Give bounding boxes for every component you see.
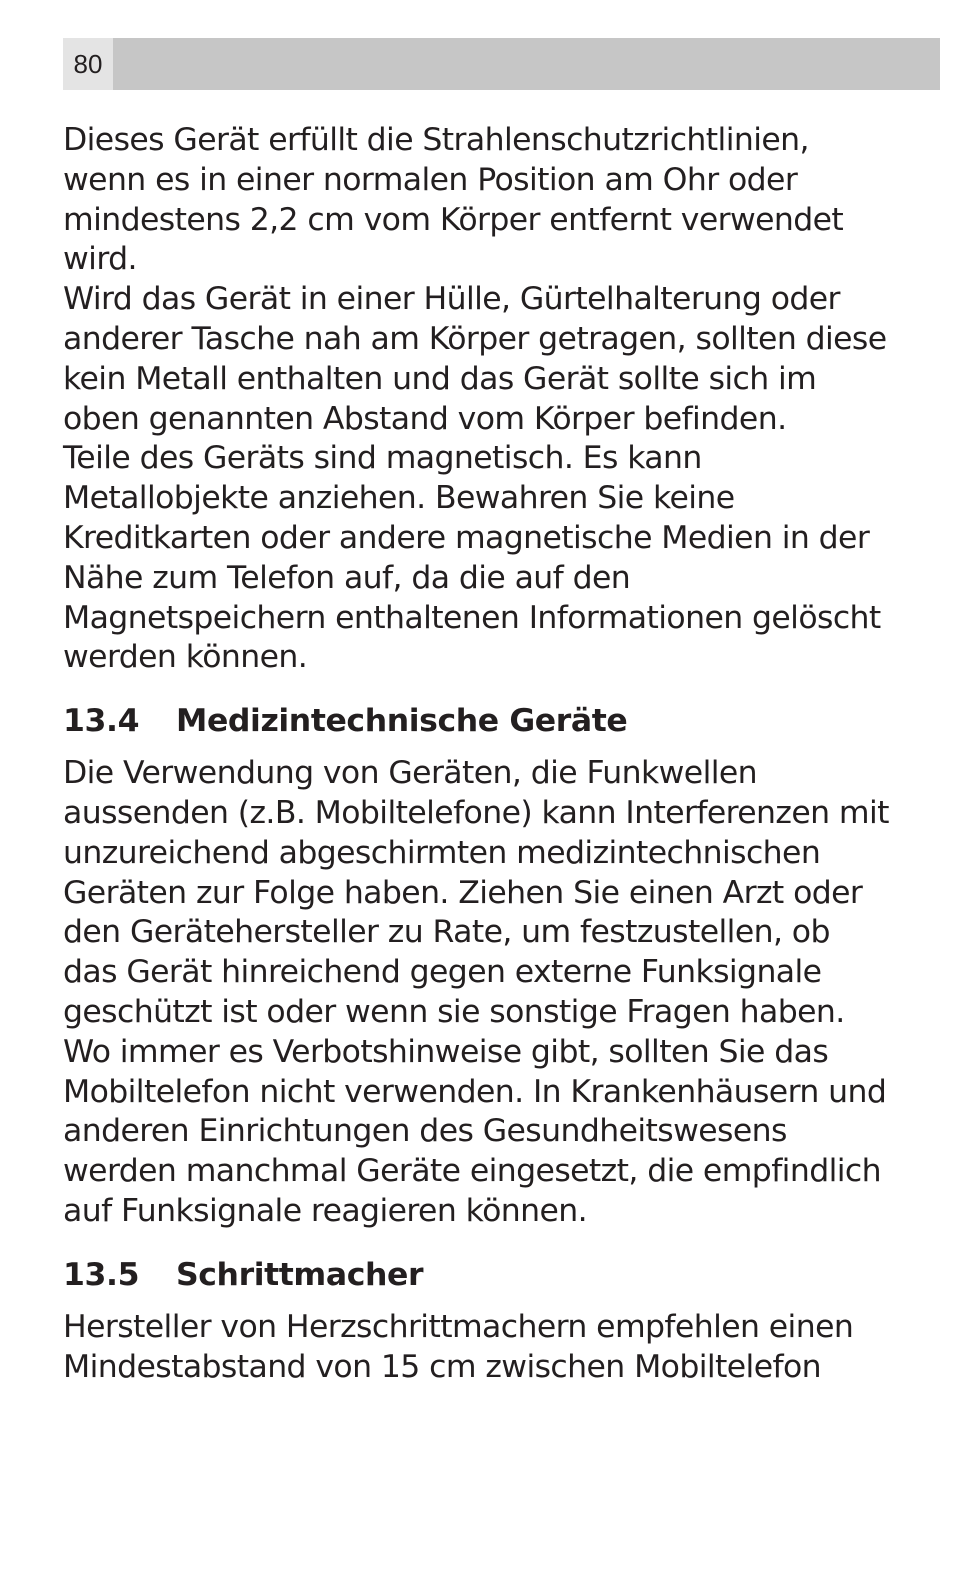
- section-title: Medizintechnische Geräte: [176, 703, 628, 740]
- section-title: Schrittmacher: [176, 1256, 424, 1293]
- page-content: [63, 121, 893, 1387]
- page-header-bar: [63, 38, 940, 90]
- section-heading-medical-devices: [63, 702, 893, 741]
- paragraph-pacemaker: Hersteller von Herzschrittmachern empfehlen einen Mindestabstand von 15 cm zwischen Mobiltelefon: [63, 1308, 854, 1385]
- paragraph-medical-devices: Die Verwendung von Geräten, die Funkwellen aussenden (z.B. Mobiltelefone) kann Interferenzen mit unzureichend abgeschirmten medizintechnischen Geräten zur Folge haben. Ziehen Sie einen Arzt oder den Gerätehersteller zu Rate, um festzustellen, ob das Gerät hinreichend gegen externe Funksignale geschützt ist oder wenn sie sonstige Fragen haben. Wo immer es Verbotshinweise gibt, sollten Sie das Mobiltelefon nicht verwenden. In Krankenhäusern und anderen Einrichtungen des Gesundheitswesens werden manchmal Geräte eingesetzt, die empfindlich auf Funksignale reagieren können.: [63, 755, 889, 1229]
- paragraph-radiation-guidelines: Dieses Gerät erfüllt die Strahlenschutzrichtlinien, wenn es in einer normalen Position am Ohr oder mindestens 2,2 cm vom Körper entfernt verwendet wird.: [63, 122, 844, 278]
- page-number: 80: [63, 38, 113, 90]
- section-number: 13.5: [63, 1256, 140, 1293]
- section-number: 13.4: [63, 703, 140, 740]
- paragraph-carrying-case: Wird das Gerät in einer Hülle, Gürtelhalterung oder anderer Tasche nah am Körper getragen, sollten diese kein Metall enthalten und das Gerät sollte sich im oben genannten Abstand vom Körper befinden.: [63, 281, 887, 437]
- paragraph-magnetic-parts: Teile des Geräts sind magnetisch. Es kann Metallobjekte anziehen. Bewahren Sie keine Kreditkarten oder andere magnetische Medien in der Nähe zum Telefon auf, da die auf den Magnetspeichern enthaltenen Informationen gelöscht werden können.: [63, 440, 881, 676]
- section-heading-pacemaker: [63, 1256, 893, 1295]
